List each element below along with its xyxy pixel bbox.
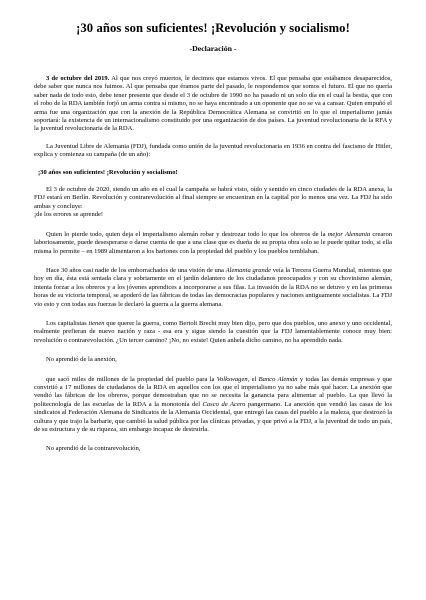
paragraph-counterrevolution-heading: No aprendió de la contrarevolución,	[46, 445, 141, 453]
paragraph-fdj: La Juventud Libre de Alemania (FDJ), fundada como unión de la juventud revolucionaria en 1936 en contra del fascismo de Hitler, explica y comienza su campaña (de un año):	[34, 142, 392, 159]
annexation-emphasis-helmet: Casco de Acero	[202, 400, 246, 408]
paragraph-annexation-heading: No aprendió de la anexión,	[46, 356, 117, 364]
annexation-text-c: y todas las demás empresas y que convirtió a 17 millones de ciudadanos de la RDA en aquellos con los que el imperialismo ya no sabe más qué hacer. La anexión que vendió las fábricas de los obreros, porque demostraban que no se necesita la ganancia para alimentar al pueblo. La que llevó la politecnología de las escuelas de la RDA a la monotonía del	[34, 375, 392, 408]
capitalists-text-b: que querer la guerra, como Bertolt Brecht muy bien dijo, pero que dos pueblos, uno anexo y uno occidental, realmente prefieran de nuevo nación y raza - esa era y sigue siendo la cuestión que la FDJ lamentablemente conoce muy bien: revolución o contrarevolución. ¿Un tercer camino? ¡No, no existe! Quien anhela dicho camino, no ha aprendido nada.	[34, 319, 392, 344]
war-emphasis: Alemania grande	[225, 266, 272, 274]
annexation-emphasis-bank: Banco Alemán	[258, 375, 298, 383]
paragraph-war	[34, 267, 392, 309]
loss-text-a: Quien lo pierde todo, quien deja el imperialismo alemán robar y destrozar todo lo que los obreros de la	[46, 230, 328, 238]
war-text-a: Hace 30 años casi nadie de los emborrachados de una visión de una	[46, 266, 226, 274]
berlin-conclusion: ¡de los errores se aprende!	[34, 211, 104, 219]
intro-text: Al que nos creyó muertos, le decimos que estamos vivos. El que pensaba que estábamos desaparecidos, debe saber que nunca nos fuimos. Al que pensaba que éramos parte del pasado, le respondemos que somos el futuro. El que no quería saber nada de todo esto, debe tener presente que desde el 3 de octubre de 1990 no ha pasado ni un solo día en el cual la bestia, que con el robo de la RDA también forjó un arma contra sí mismo, no se haya encontrado a un oponente que no se va a cansar. Quien empuñó el arma fue una organización que con la anexión de la República Democrática Alemana se convirtió en lo que el imperialismo jamás soportará: la existencia de un internacionalismo constituido por una organización de dos países. La juventud revolucionaria de la RFA y la juventud revolucionaria de la RDA.	[34, 75, 392, 133]
paragraph-berlin	[34, 186, 392, 220]
annexation-text-a: que sacó miles de millones de la propiedad del pueblo para la	[46, 375, 217, 383]
capitalists-text-a: Los capitalistas	[46, 319, 89, 327]
annexation-text-d: pangermano. La anexión que vendió las casas de los sindicatos al Federación Alemana de Sindicatos de la Alemania Occidental, que entregó las casas del pueblo a la maleza, que destrozó la cultura y que trajo la barbarie, que cambió la salud pública por las clínicas privadas, y que privó a la FDJ, a la juventud de todo un país, de su estructura y de su riqueza, sin embargo incapaz de destruirla.	[34, 400, 393, 433]
campaign-slogan: ¡30 años son suficientes! ¡Revolución y socialismo!	[38, 168, 178, 176]
annexation-emphasis-volkswagen: Volkswagen	[216, 375, 248, 383]
paragraph-loss	[34, 231, 392, 256]
loss-emphasis: mejor Alemania	[327, 230, 371, 238]
page-subtitle: -Declaración -	[189, 44, 237, 53]
annexation-text-b: , el	[247, 375, 259, 383]
paragraph-capitalists	[34, 320, 392, 345]
capitalists-emphasis: tienen	[88, 319, 105, 327]
page-title: ¡30 años son suficientes! ¡Revolución y socialismo!	[76, 21, 350, 35]
paragraph-intro	[34, 75, 392, 134]
berlin-text: El 3 de octubre de 2020, siendo un año en el cual la campaña se habrá visto, oído y sentido en cinco ciudades de la RDA anexa, la FDJ estará en Berlín. Revolución y contrarevolución al final siempre se encuentran en la capital por lo menos una vez. La FDJ ha sido ambas y concluye:	[34, 186, 392, 210]
intro-date: 3 de octubre del 2019.	[46, 75, 110, 82]
war-text-b: veía la Tercera Guerra Mundial, mientras que hoy en día, ésta está sentada clara y sobriamente en el jardín delantero de los ciudadanos preocupados y con su chovinismo alemán, intenta forzar a los obreros y a los jóvenes aprendices a incorporarse a sus filas. La invasión de la RDA no se detuvo y en las primeras horas de su victoria temporal, se apoderó de las fábricas de todas las democracias populares y naciones antiguamente socialistas. La FDJ vio esto y con todas sus fuerzas le declaró la guerra a la guerra alemana.	[34, 266, 393, 308]
loss-text-b: crearon laboriosamente, puede desesperarse o darse cuenta de que a una clase que es dueña de su propia obra solo se le puede quitar todo, si ella misma lo permite – en 1989 alimentaron a los hartones con la propiedad del pueblo y los pueblos temblaban.	[34, 230, 392, 255]
paragraph-annexation	[34, 376, 392, 435]
